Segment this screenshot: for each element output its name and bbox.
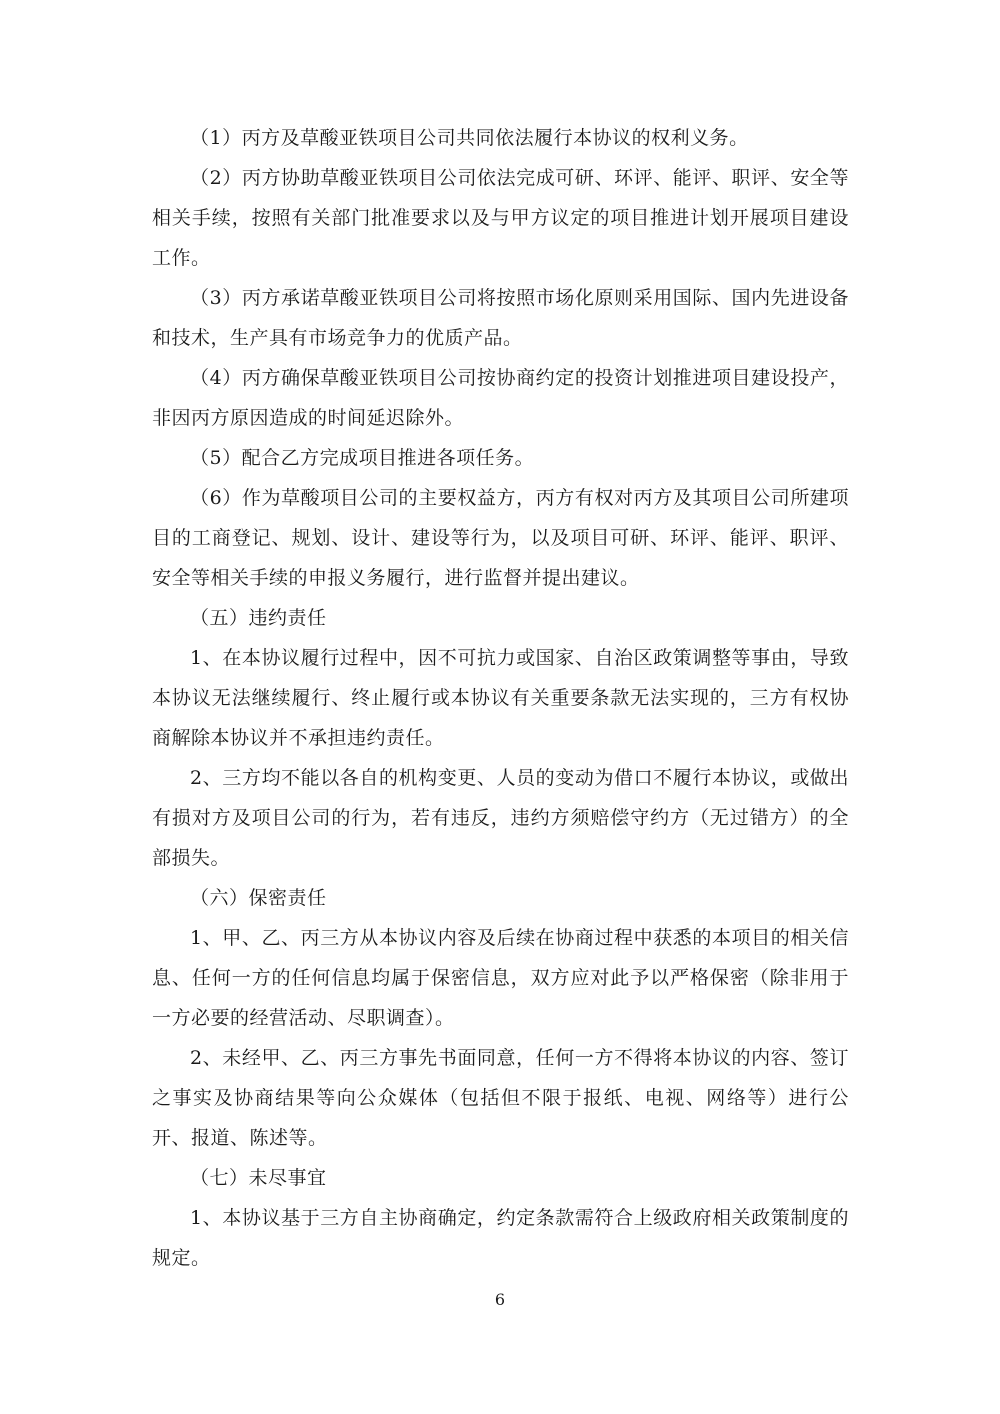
clause-paragraph: （4）丙方确保草酸亚铁项目公司按协商约定的投资计划推进项目建设投产，非因丙方原因造成的时间延迟除外。 <box>152 367 849 429</box>
clause-paragraph: 1、在本协议履行过程中，因不可抗力或国家、自治区政策调整等事由，导致本协议无法继续履行、终止履行或本协议有关重要条款无法实现的，三方有权协商解除本协议并不承担违约责任。 <box>152 647 849 749</box>
section-heading-confidentiality: （六）保密责任 <box>190 887 327 909</box>
clause-paragraph: 2、未经甲、乙、丙三方事先书面同意，任何一方不得将本协议的内容、签订之事实及协商结果等向公众媒体（包括但不限于报纸、电视、网络等）进行公开、报道、陈述等。 <box>152 1047 849 1149</box>
clause-paragraph: （3）丙方承诺草酸亚铁项目公司将按照市场化原则采用国际、国内先进设备和技术，生产具有市场竞争力的优质产品。 <box>152 287 849 349</box>
clause-paragraph: 1、本协议基于三方自主协商确定，约定条款需符合上级政府相关政策制度的规定。 <box>152 1207 849 1269</box>
clause-paragraph: （1）丙方及草酸亚铁项目公司共同依法履行本协议的权利义务。 <box>190 127 749 149</box>
section-heading-miscellaneous: （七）未尽事宜 <box>190 1167 327 1189</box>
clause-paragraph: 1、甲、乙、丙三方从本协议内容及后续在协商过程中获悉的本项目的相关信息、任何一方的任何信息均属于保密信息，双方应对此予以严格保密（除非用于一方必要的经营活动、尽职调查）。 <box>152 927 849 1029</box>
clause-paragraph: （5）配合乙方完成项目推进各项任务。 <box>190 447 535 469</box>
clause-paragraph: （2）丙方协助草酸亚铁项目公司依法完成可研、环评、能评、职评、安全等相关手续，按照有关部门批准要求以及与甲方议定的项目推进计划开展项目建设工作。 <box>152 167 849 269</box>
section-heading-breach: （五）违约责任 <box>190 607 327 629</box>
clause-paragraph: （6）作为草酸项目公司的主要权益方，丙方有权对丙方及其项目公司所建项目的工商登记、规划、设计、建设等行为，以及项目可研、环评、能评、职评、安全等相关手续的申报义务履行，进行监督并提出建议。 <box>152 487 849 589</box>
clause-paragraph: 2、三方均不能以各自的机构变更、人员的变动为借口不履行本协议，或做出有损对方及项目公司的行为，若有违反，违约方须赔偿守约方（无过错方）的全部损失。 <box>152 767 849 869</box>
page-number: 6 <box>494 1290 506 1309</box>
document-body <box>152 118 849 1278</box>
